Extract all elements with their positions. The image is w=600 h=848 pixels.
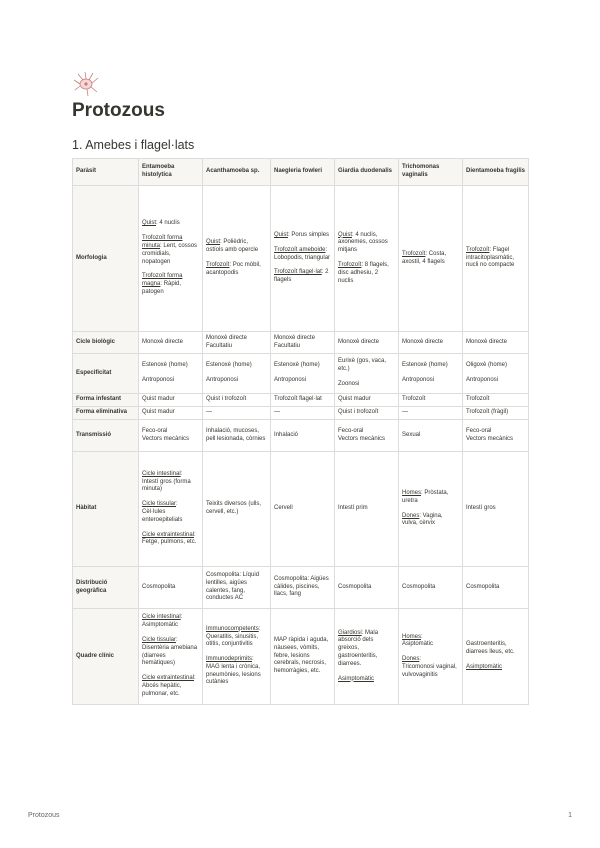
cell-text: Abcés hepàtic, pulmonar, etc.	[142, 682, 182, 697]
cell-text: Cosmopolita: Líquid lentilles, aigües calentes, fang, conductes AC	[206, 571, 260, 602]
row-label: Forma eliminativa	[73, 407, 139, 420]
table-cell	[271, 609, 335, 705]
column-header: Giardia duodenalis	[335, 159, 399, 186]
table-cell	[399, 609, 463, 705]
cell-line	[206, 335, 267, 343]
cell-line	[206, 362, 267, 370]
cell-text: :	[252, 656, 254, 663]
table-cell	[203, 567, 271, 609]
cell-text: Monoxè directe	[206, 334, 248, 341]
cell-line	[402, 664, 459, 680]
cell-text: Antroponosi	[274, 377, 307, 383]
cell-line	[274, 637, 331, 676]
cell-text: : Polièdric, ostíols amb opercle	[206, 239, 259, 254]
cell-term: Trofozoït	[466, 246, 490, 253]
table-cell	[139, 186, 203, 332]
cell-line	[274, 232, 331, 240]
cell-term: Cicle intestinal	[142, 470, 181, 477]
cell-text: : 4 nuclis, axonemes, cossos mitjans	[338, 231, 388, 254]
table-row	[73, 567, 529, 609]
cell-text: Intestí gros (forma minuta)	[142, 478, 191, 493]
cell-text: Trofozoït	[466, 396, 490, 403]
cell-line	[274, 377, 331, 385]
cell-line	[274, 269, 331, 285]
cell-line	[206, 501, 267, 517]
cell-text: Antroponosi	[466, 377, 499, 383]
cell-text: Quist i trofozoït	[338, 409, 379, 416]
cell-line	[338, 381, 395, 389]
cell-line	[466, 505, 525, 513]
cell-term: Trofozoït flagel·lat	[274, 269, 322, 276]
cell-term: Trofozoït forma magna	[142, 273, 183, 288]
cell-text: :	[180, 614, 183, 621]
cell-line	[402, 656, 459, 664]
cell-line	[142, 377, 199, 385]
section-title: 1. Amebes i flagel·lats	[72, 138, 195, 152]
table-cell	[335, 609, 399, 705]
table-cell	[139, 420, 203, 452]
cell-line	[466, 641, 525, 657]
table-cell	[463, 186, 529, 332]
cell-line	[402, 513, 459, 529]
table-cell	[335, 186, 399, 332]
cell-text: Quist madur	[142, 409, 175, 416]
cell-text: Monoxè directe	[466, 338, 508, 345]
cell-text: Estenoxè (home)	[206, 362, 252, 369]
table-cell	[399, 567, 463, 609]
cell-text: Inhalació, mucoses, pell lesionada, còrnies	[206, 427, 266, 442]
cell-text: —	[274, 409, 280, 416]
cell-text: Quist i trofozoït	[206, 396, 247, 403]
cell-text: Estenoxè (home)	[274, 362, 320, 369]
footer-title: Protozous	[28, 812, 60, 819]
cell-text: :	[421, 633, 423, 640]
cell-line	[206, 664, 267, 687]
table-cell	[399, 354, 463, 394]
cell-text: Cèl·lules enteroepitelials	[142, 509, 183, 523]
cell-line	[206, 377, 267, 385]
row-label: Especificitat	[73, 354, 139, 394]
cell-line	[142, 622, 199, 630]
cell-line	[142, 362, 199, 370]
page-icon	[72, 70, 100, 98]
cell-line	[338, 676, 395, 684]
row-label: Morfologia	[73, 186, 139, 332]
cell-text: :	[176, 637, 178, 643]
cell-text: Estenoxè (home)	[402, 362, 448, 369]
cell-line	[274, 335, 331, 343]
table-cell	[271, 452, 335, 567]
cell-term: Immunocompetents	[206, 625, 259, 632]
cell-line	[274, 343, 331, 351]
table-cell	[271, 407, 335, 420]
cell-text: Feco-oral	[142, 427, 168, 434]
table-cell	[139, 567, 203, 609]
cell-line	[466, 247, 525, 270]
cell-line	[206, 262, 267, 278]
cell-line	[402, 432, 459, 440]
cell-text: : Costa, axostil, 4 flagels	[402, 250, 447, 265]
table-cell	[271, 567, 335, 609]
table-cell	[399, 394, 463, 407]
table-cell	[203, 452, 271, 567]
cell-text: Antroponosi	[206, 377, 239, 383]
cell-text: Estenoxè (home)	[142, 362, 188, 369]
cell-line	[466, 584, 525, 592]
table-cell	[463, 567, 529, 609]
cell-line	[466, 436, 525, 444]
cell-line	[142, 436, 199, 444]
column-header: Dientamoeba fragilis	[463, 159, 529, 186]
cell-line	[402, 396, 459, 404]
cell-text: :	[419, 656, 422, 663]
column-header: Paràsit	[73, 159, 139, 186]
cell-line	[466, 362, 525, 370]
table-row	[73, 354, 529, 394]
cell-text: MAP ràpida i aguda, nàusees, vòmits, febre, lesions cerebrals, necrosis, hemorràgies, etc.	[274, 637, 329, 675]
cell-term: Trofozoït	[402, 250, 426, 257]
table-row	[73, 332, 529, 354]
cell-line	[206, 409, 267, 417]
column-header: Acanthamoeba sp.	[203, 159, 271, 186]
cell-text: : Vagina, vulva, cèrvix	[402, 512, 443, 527]
table-cell	[335, 354, 399, 394]
cell-text: :	[180, 470, 183, 477]
cell-line	[402, 634, 459, 642]
cell-text: : 4 nuclis	[156, 220, 180, 227]
table-cell	[271, 186, 335, 332]
cell-text: Trofozoït flagel·lat	[274, 396, 322, 403]
table-cell	[335, 407, 399, 420]
table-cell	[203, 332, 271, 354]
table-cell	[399, 186, 463, 332]
table-cell	[139, 452, 203, 567]
cell-text: Vectors mecànics	[338, 435, 386, 442]
cell-term: Cicle extraintestinal	[142, 531, 195, 538]
column-header: Naegleria fowleri	[271, 159, 335, 186]
cell-line	[338, 396, 395, 404]
table-cell	[203, 186, 271, 332]
table-cell	[139, 407, 203, 420]
cell-line	[142, 532, 199, 540]
cell-line	[402, 251, 459, 267]
table-cell	[463, 420, 529, 452]
table-cell	[139, 394, 203, 407]
cell-line	[142, 409, 199, 417]
cell-term: Cicle tissular	[142, 501, 177, 508]
cell-line	[402, 584, 459, 592]
cell-text: :	[194, 675, 196, 682]
cell-line	[274, 362, 331, 370]
cell-text: :	[258, 625, 261, 632]
table-cell	[335, 420, 399, 452]
cell-term: Dones	[402, 512, 420, 519]
cell-text: : Poc mòbil, acantopodis	[206, 262, 261, 276]
cell-line	[466, 396, 525, 404]
cell-text: : Porus simples	[288, 232, 330, 238]
cell-term: Cicle tissular	[142, 637, 177, 643]
cell-term: Trofozoït ameboide	[274, 246, 326, 253]
cell-line	[142, 471, 199, 479]
cell-line	[338, 358, 395, 374]
row-label: Distribució geogràfica	[73, 567, 139, 609]
cell-line	[142, 479, 199, 495]
cell-term: Quist	[274, 232, 289, 238]
cell-line	[466, 339, 525, 347]
cell-text: Vectors mecànics	[142, 435, 190, 442]
table-cell	[139, 354, 203, 394]
cell-line	[402, 641, 459, 649]
cell-text: Quist madur	[142, 396, 175, 403]
cell-line	[206, 656, 267, 664]
cell-line	[338, 630, 395, 669]
table-row	[73, 407, 529, 420]
cell-text: Monoxè directe	[274, 334, 316, 341]
cell-text: : Flagel intracitoplasmàtic, nucli no compacte	[466, 246, 515, 269]
row-label: Forma infestant	[73, 394, 139, 407]
table-cell	[399, 407, 463, 420]
cell-text: Trofozoït	[402, 396, 426, 403]
cell-text: Intestí gros	[466, 505, 496, 512]
cell-text: Trofozoït (fràgil)	[466, 409, 509, 416]
cell-line	[142, 645, 199, 668]
cell-line	[402, 362, 459, 370]
cell-text: Antroponosi	[402, 377, 435, 383]
cell-text: :	[194, 531, 196, 538]
cell-line	[466, 428, 525, 436]
cell-line	[274, 247, 331, 263]
cell-term: Homes	[402, 633, 422, 640]
row-label: Hàbitat	[73, 452, 139, 567]
cell-text: : Pròstata, uretra	[402, 489, 449, 504]
cell-term: Quist	[142, 220, 157, 227]
table-cell	[463, 609, 529, 705]
table-cell	[271, 420, 335, 452]
row-label: Quadre clínic	[73, 609, 139, 705]
table-cell	[399, 420, 463, 452]
cell-term: Quist	[206, 239, 221, 246]
table-cell	[463, 407, 529, 420]
table-cell	[399, 452, 463, 567]
cell-line	[338, 436, 395, 444]
cell-line	[274, 409, 331, 417]
cell-text: : Lent, cossos cromidials, nopatogen	[142, 242, 198, 265]
table-cell	[203, 354, 271, 394]
cell-line	[142, 396, 199, 404]
cell-line	[402, 339, 459, 347]
table-row	[73, 394, 529, 407]
cell-line	[402, 409, 459, 417]
cell-text: —	[206, 409, 212, 416]
cell-line	[338, 409, 395, 417]
table-cell	[271, 394, 335, 407]
column-header: Trichomonas vaginalis	[399, 159, 463, 186]
table-cell	[203, 407, 271, 420]
cell-text: MAG lenta i crònica, pneumònies, lesions cutànies	[206, 663, 261, 686]
cell-line	[206, 239, 267, 255]
cell-text: Feco-oral	[338, 427, 364, 434]
table-cell	[463, 394, 529, 407]
cell-line	[142, 539, 199, 547]
table-cell	[203, 420, 271, 452]
cell-text: —	[402, 409, 408, 416]
table-row	[73, 609, 529, 705]
table-cell	[335, 332, 399, 354]
cell-line	[142, 584, 199, 592]
cell-text: Feco-oral	[466, 427, 492, 434]
cell-term: Asimptomàtic	[466, 663, 503, 670]
cell-text: : 2 flagels	[274, 269, 329, 284]
cell-text: : Lobopodis, triangular	[274, 246, 331, 261]
cell-text: Quist madur	[338, 396, 371, 403]
cell-text: Cervell	[274, 505, 293, 512]
cell-line	[466, 664, 525, 672]
cell-text: Antroponosi	[142, 377, 175, 383]
cell-text: Monoxè directe	[338, 338, 380, 345]
page-title: Protozous	[72, 100, 165, 121]
cell-line	[338, 584, 395, 592]
table-row	[73, 452, 529, 567]
cell-line	[338, 232, 395, 255]
table-cell	[271, 332, 335, 354]
table-cell	[203, 394, 271, 407]
row-label: Transmissió	[73, 420, 139, 452]
cell-text: Intestí prim	[338, 505, 368, 512]
cell-text: Facultatiu	[206, 342, 233, 349]
cell-line	[274, 505, 331, 513]
cell-text: Cosmopolita	[402, 583, 436, 590]
cell-line	[274, 576, 331, 599]
cell-line	[338, 262, 395, 285]
column-header: Entamoeba histolytica	[139, 159, 203, 186]
cell-text: Vectors mecànics	[466, 435, 514, 442]
table-cell	[203, 609, 271, 705]
cell-text: Cosmopolita	[338, 583, 372, 590]
cell-term: Cicle intestinal	[142, 614, 181, 621]
cell-line	[466, 409, 525, 417]
cell-text: Queratitis, sinusitis, otitis, conjuntivitis	[206, 633, 259, 648]
cell-line	[206, 428, 267, 444]
page-number: 1	[568, 812, 572, 819]
table-cell	[399, 332, 463, 354]
cell-text: Asiptomàtic	[402, 641, 434, 648]
table-cell	[139, 609, 203, 705]
table-cell	[335, 567, 399, 609]
cell-term: Dones	[402, 656, 420, 663]
cell-term: Asimptomàtic	[338, 675, 375, 682]
cell-line	[142, 614, 199, 622]
cell-text: Oligoxè (home)	[466, 362, 508, 369]
cell-term: Trofozoït	[206, 262, 230, 268]
cell-line	[402, 377, 459, 385]
cell-text: Tricomonosi vaginal, vulvovaginitis	[402, 663, 457, 678]
table-header-row	[73, 159, 529, 186]
table-cell	[463, 452, 529, 567]
table-cell	[463, 354, 529, 394]
cell-text: Gastroenteritis, diarrees lleus, etc.	[466, 641, 515, 656]
row-label: Cicle biològic	[73, 332, 139, 354]
table-row	[73, 420, 529, 452]
cell-line	[142, 235, 199, 266]
cell-line	[142, 501, 199, 509]
cell-text: Cosmopolita	[142, 583, 176, 590]
table-cell	[335, 452, 399, 567]
cell-line	[142, 509, 199, 525]
cell-line	[274, 396, 331, 404]
table-cell	[335, 394, 399, 407]
table-cell	[139, 332, 203, 354]
cell-text: Cosmopolita: Aigües càlides, piscines, llacs, fang	[274, 575, 329, 598]
cell-text: Cosmopolita	[466, 583, 500, 590]
cell-term: Immunodeprimits	[206, 656, 253, 663]
cell-line	[142, 220, 199, 228]
cell-term: Quist	[338, 231, 353, 238]
cell-text: Inhalació	[274, 431, 299, 438]
cell-line	[402, 490, 459, 506]
cell-line	[206, 626, 267, 634]
cell-text: Fetge, pulmons, etc.	[142, 539, 197, 546]
cell-text: Monoxè directe	[142, 338, 184, 345]
cell-line	[338, 339, 395, 347]
cell-text: Asimptomàtic	[142, 622, 179, 629]
cell-line	[206, 343, 267, 351]
cell-line	[142, 683, 199, 699]
cell-line	[206, 634, 267, 650]
cell-text: : 8 flagels, disc adhesiu, 2 nuclis	[338, 262, 389, 284]
cell-text: :	[176, 501, 178, 508]
cell-line	[206, 396, 267, 404]
table-row	[73, 186, 529, 332]
cell-line	[338, 428, 395, 436]
cell-text: Sexual	[402, 431, 421, 438]
cell-term: Trofozoït	[338, 262, 362, 268]
cell-term: Cicle extraintestinal	[142, 675, 195, 682]
cell-text: : Mala absorció dels greixos, gastroenteritis, diarrees.	[338, 629, 379, 667]
cell-line	[142, 428, 199, 436]
cell-line	[142, 637, 199, 645]
cell-text: Disentèria amebiana (diarrees hemàtiques)	[142, 644, 198, 667]
cell-text: Monoxè directe	[402, 338, 444, 345]
cell-term: Trofozoït forma minuta	[142, 235, 183, 249]
cell-text: Teixits diversos (ulls, cervell, etc.)	[206, 501, 262, 515]
cell-text: : Ràpid, patogen	[142, 281, 182, 295]
cell-line	[338, 505, 395, 513]
cell-text: Eurixè (gos, vaca, etc.)	[338, 358, 387, 373]
cell-text: Zoonosi	[338, 380, 360, 387]
table-cell	[463, 332, 529, 354]
cell-line	[142, 675, 199, 683]
cell-line	[206, 572, 267, 603]
cell-line	[142, 339, 199, 347]
cell-line	[466, 377, 525, 385]
cell-line	[142, 273, 199, 296]
cell-term: Giardiosi	[338, 629, 362, 636]
table-cell	[271, 354, 335, 394]
parasites-table	[72, 158, 529, 705]
cell-term: Homes	[402, 489, 422, 496]
cell-text: Facultatiu	[274, 342, 301, 349]
cell-line	[274, 432, 331, 440]
